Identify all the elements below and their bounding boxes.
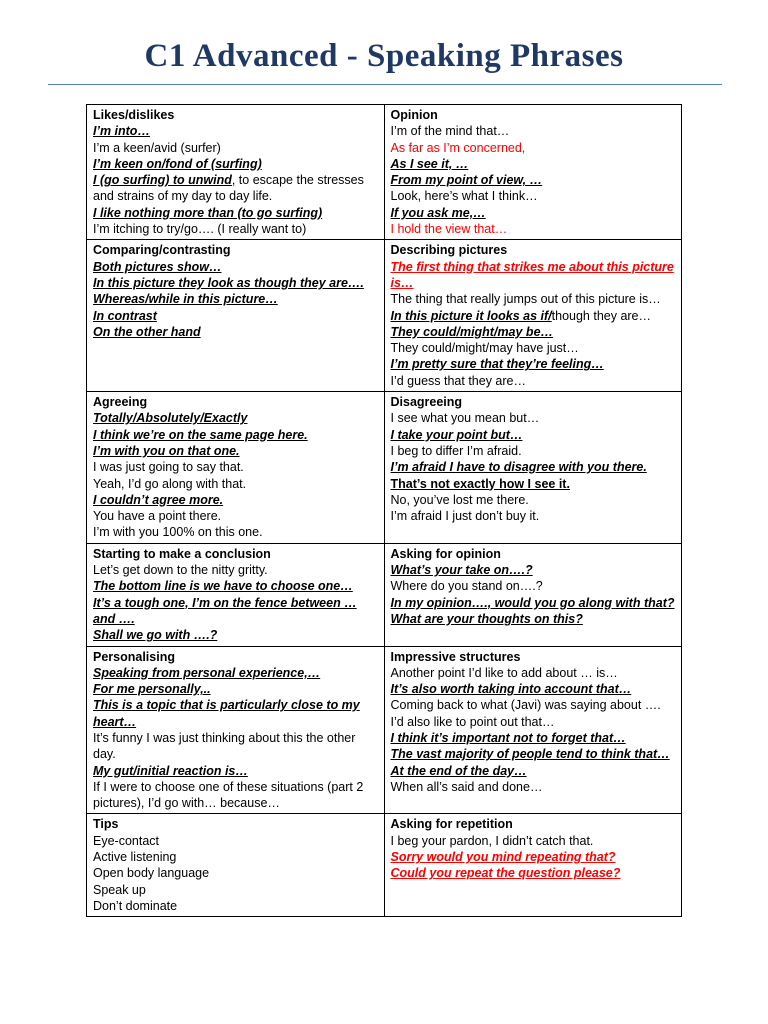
phrase-line [93,882,380,898]
phrase-text: I’m with you on that one. [93,443,240,458]
phrase-text: The bottom line is we have to choose one… [93,579,353,594]
phrase-text: I beg to differ I’m afraid. [390,443,522,458]
phrase-text: I like nothing more than (to go surfing) [93,205,323,220]
cell-heading: Agreeing [93,395,148,410]
phrase-text: I take your point but… [390,427,523,442]
title-divider [48,84,722,85]
phrase-line [93,188,380,204]
phrase-line [93,443,380,459]
phrase-text: At the end of the day… [390,763,527,778]
phrase-text: Let’s get down to the nitty gritty. [93,563,268,578]
phrase-line [93,730,380,746]
phrase-line [93,849,380,865]
phrase-line [391,763,678,779]
phrase-text: From my point of view, … [390,173,543,188]
cell-heading: Comparing/contrasting [93,243,231,258]
phrase-cell-left [87,646,385,814]
phrase-line [93,427,380,443]
phrase-text: The vast majority of people tend to think that… [390,747,670,762]
phrase-text: In this picture it looks as if/ [390,308,552,323]
phrase-text: What are your thoughts on this? [390,611,583,626]
phrase-line [391,476,678,492]
phrase-line [93,123,380,139]
phrase-line [93,611,380,627]
phrase-line [93,205,380,221]
phrase-line [391,714,678,730]
phrase-line [391,833,678,849]
cell-heading: Asking for repetition [390,817,513,832]
table-row [87,814,682,917]
phrase-text: Shall we go with ….? [93,628,218,643]
phrase-text: is… [390,275,414,290]
phrase-line [93,714,380,730]
phrase-line [391,221,678,237]
phrase-line [391,697,678,713]
phrase-text: I’m afraid I have to disagree with you there. [390,460,647,475]
phrase-text: Speaking from personal experience,… [93,665,321,680]
phrase-text: They could/might/may have just… [390,341,579,356]
phrase-text: I’m of the mind that… [390,124,510,139]
phrase-text: I’m afraid I just don’t buy it. [390,509,540,524]
cell-heading: Personalising [93,649,175,664]
cell-heading: Likes/dislikes [93,108,175,122]
phrase-text: Coming back to what (Javi) was saying about …. [390,698,661,713]
phrase-text: I beg your pardon, I didn’t catch that. [390,833,594,848]
phrase-line [391,443,678,459]
phrase-cell-left [87,543,385,646]
phrase-line [391,123,678,139]
phrase-text: and …. [93,611,135,626]
table-row [87,392,682,544]
phrase-text: , to escape the stresses [231,173,364,188]
phrase-text: That’s not exactly how I see it. [390,476,570,491]
phrase-line [93,524,380,540]
phrase-line [391,427,678,443]
phrase-text: I’m keen on/fond of (surfing) [93,156,262,171]
phrase-line [93,578,380,594]
phrase-line [93,865,380,881]
phrase-text: In my opinion…., would you go along with that? [390,595,675,610]
phrase-text: I’m pretty sure that they’re feeling… [390,357,604,372]
phrase-text: As far as I’m concerned, [390,140,526,155]
table-row [87,240,682,392]
phrase-text: I’m itching to try/go…. (I really want to) [93,222,307,237]
phrase-line [93,476,380,492]
phrase-text: I think we’re on the same page here. [93,427,308,442]
cell-heading: Asking for opinion [390,546,501,561]
phrase-text: This is a topic that is particularly close to my [93,698,360,713]
phrase-text: It’s funny I was just thinking about this the other [93,730,356,745]
phrase-text: On the other hand [93,324,201,339]
phrase-line [391,356,678,372]
phrase-text: though they are… [551,308,652,323]
cell-heading: Disagreeing [390,395,463,410]
phrase-line [391,373,678,389]
phrase-text: I’m a keen/avid (surfer) [93,140,221,155]
cell-heading: Describing pictures [390,243,508,258]
phrase-text: In this picture they look as though they are…. [93,275,364,290]
phrase-text: As I see it, … [390,156,469,171]
phrase-text: I think it’s important not to forget that… [390,730,626,745]
phrase-line [391,578,678,594]
phrase-line [93,681,380,697]
phrase-text: I’d also like to point out that… [390,714,555,729]
phrase-text: What’s your take on….? [390,563,533,578]
phrase-text: They could/might/may be… [390,324,554,339]
phrase-line [391,340,678,356]
phrase-text: Speak up [93,882,146,897]
phrase-text: Could you repeat the question please? [390,866,621,881]
phrase-line [391,665,678,681]
phrase-line [93,221,380,237]
phrase-line [391,188,678,204]
phrase-line [391,681,678,697]
phrase-text: Active listening [93,850,177,865]
phrase-line [93,410,380,426]
phrase-cell-left [87,105,385,240]
phrase-line [391,492,678,508]
phrase-line [93,508,380,524]
phrase-line [391,308,678,324]
phrase-line [93,275,380,291]
phrase-line [391,156,678,172]
phrase-text: I (go surfing) to unwind [93,173,232,188]
phrase-line [391,324,678,340]
phrase-text: If you ask me,… [390,205,486,220]
phrase-line [391,595,678,611]
phrase-text: Sorry would you mind repeating that? [390,850,616,865]
phrase-line [93,308,380,324]
phrase-line [391,562,678,578]
phrase-line [391,291,678,307]
table-row [87,543,682,646]
phrase-line [391,410,678,426]
phrase-text: For me personally,.. [93,682,211,697]
phrase-text: Look, here’s what I think… [390,189,538,204]
phrase-text: In contrast [93,308,157,323]
phrase-cell-right [384,392,682,544]
phrase-line [391,275,678,291]
phrase-line [391,172,678,188]
phrase-text: I couldn’t agree more. [93,492,224,507]
phrase-cell-right [384,105,682,240]
phrase-line [93,763,380,779]
phrases-table [86,104,682,917]
phrase-line [93,665,380,681]
phrase-cell-left [87,392,385,544]
phrase-line [391,849,678,865]
phrase-text: Where do you stand on….? [390,579,543,594]
phrase-line [93,172,380,188]
phrase-line [93,779,380,795]
phrase-text: heart… [93,714,137,729]
phrase-line [93,324,380,340]
phrase-text: If I were to choose one of these situations (part 2 [93,779,364,794]
cell-heading: Opinion [390,108,438,122]
phrase-line [93,291,380,307]
phrase-text: I’m with you 100% on this one. [93,525,263,540]
phrase-cell-right [384,240,682,392]
phrase-text: When all’s said and done… [390,779,543,794]
table-row [87,646,682,814]
phrase-cell-left [87,814,385,917]
phrase-text: The thing that really jumps out of this picture is… [390,292,661,307]
phrase-line [93,833,380,849]
phrase-line [391,140,678,156]
phrase-text: No, you’ve lost me there. [390,492,529,507]
phrase-line [391,459,678,475]
phrase-line [93,259,380,275]
phrase-text: I’d guess that they are… [390,373,526,388]
phrase-line [93,697,380,713]
phrase-text: It’s also worth taking into account that… [390,682,632,697]
phrase-text: Whereas/while in this picture… [93,292,278,307]
phrase-line [93,459,380,475]
phrase-line [391,746,678,762]
phrase-line [93,898,380,914]
phrase-line [391,508,678,524]
cell-heading: Impressive structures [390,649,521,664]
phrase-text: The first thing that strikes me about this picture [390,259,674,274]
phrase-line [391,779,678,795]
phrase-text: pictures), I’d go with… because… [93,796,280,811]
phrase-text: I hold the view that… [390,222,508,237]
phrase-line [93,156,380,172]
phrase-line [93,562,380,578]
phrase-line [391,730,678,746]
phrase-line [93,627,380,643]
phrase-text: I was just going to say that. [93,460,244,475]
phrase-text: Another point I’d like to add about … is… [390,665,618,680]
phrase-line [93,595,380,611]
phrase-line [93,140,380,156]
phrase-text: I’m into… [93,124,150,139]
cell-heading: Starting to make a conclusion [93,546,271,561]
phrase-cell-right [384,814,682,917]
phrase-text: Totally/Absolutely/Exactly [93,411,248,426]
phrase-line [93,492,380,508]
phrase-text: You have a point there. [93,509,222,524]
cell-heading: Tips [93,817,119,832]
phrase-text: and strains of my day to day life. [93,189,273,204]
page-title: C1 Advanced - Speaking Phrases [144,38,624,74]
phrase-cell-left [87,240,385,392]
phrase-text: Yeah, I’d go along with that. [93,476,247,491]
phrase-text: I see what you mean but… [390,411,540,426]
phrase-text: It’s a tough one, I’m on the fence between … [93,595,357,610]
table-row [87,105,682,240]
phrase-text: Both pictures show… [93,259,222,274]
phrase-text: Eye-contact [93,833,160,848]
phrase-cell-right [384,646,682,814]
phrase-line [391,865,678,881]
phrase-text: Don’t dominate [93,898,178,913]
phrase-line [391,205,678,221]
phrase-text: Open body language [93,866,210,881]
phrase-line [391,611,678,627]
phrase-line [93,795,380,811]
phrase-text: day. [93,747,116,762]
phrase-line [93,746,380,762]
phrase-line [391,259,678,275]
phrase-text: My gut/initial reaction is… [93,763,248,778]
phrase-cell-right [384,543,682,646]
